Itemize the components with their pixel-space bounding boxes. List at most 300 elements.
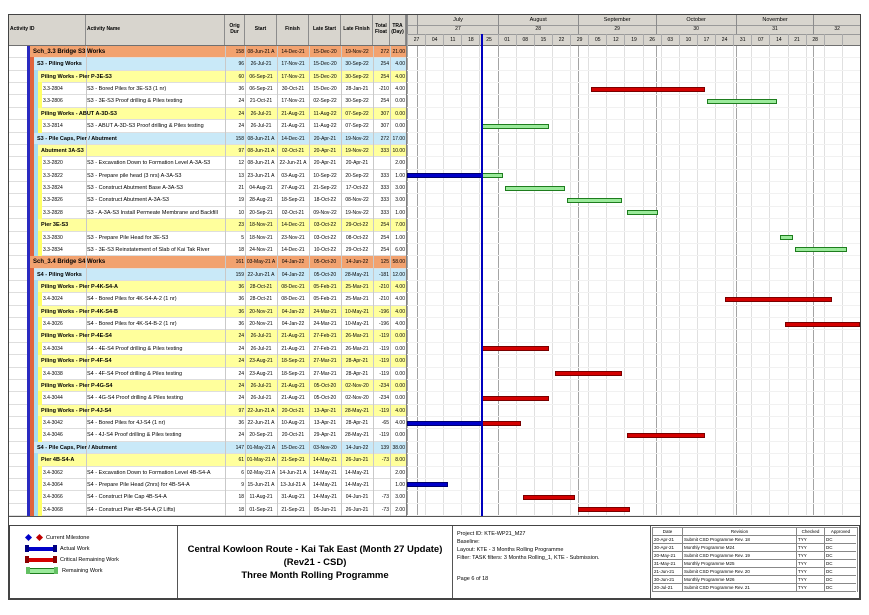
cell-finish: 22-Jun-21 A xyxy=(279,160,307,167)
cell-ls: 05-Oct-20 xyxy=(313,259,337,266)
cell-start: 06-Sep-21 xyxy=(249,86,273,93)
cell-dur: 23 xyxy=(238,222,244,229)
cell-name: S4 - Pile Caps, Pier / Abutment xyxy=(37,444,117,451)
cell-lf: 30-Sep-22 xyxy=(345,61,369,68)
revision-cell: DC xyxy=(824,568,856,576)
cell-start: 18-Nov-21 xyxy=(249,222,273,229)
cell-tf: 307 xyxy=(380,123,389,130)
cell-lf: 28-Apr-21 xyxy=(345,420,369,427)
revision-cell: 21-Jun-21 xyxy=(652,568,682,576)
cell-dur: 147 xyxy=(235,444,244,451)
cell-dur: 10 xyxy=(238,209,244,216)
month-header-cell: November xyxy=(736,15,814,25)
gantt-bar-remaining[interactable] xyxy=(627,210,658,215)
week-header-cell: 03 xyxy=(661,34,679,46)
cell-ls: 05-Oct-20 xyxy=(313,395,337,402)
activity-row[interactable] xyxy=(9,244,406,256)
cell-lf: 10-May-21 xyxy=(345,308,369,315)
cell-finish: 08-Dec-21 xyxy=(281,296,305,303)
cell-lf: 26-Mar-21 xyxy=(345,345,369,352)
cell-tra: 4.00 xyxy=(395,308,405,315)
cell-dur: 24 xyxy=(238,358,244,365)
cell-tra: 2.00 xyxy=(395,506,405,513)
chart-row xyxy=(407,157,860,169)
cell-dur: 60 xyxy=(238,73,244,80)
chart-row xyxy=(407,442,860,454)
cell-finish: 17-Nov-21 xyxy=(281,61,305,68)
group-row[interactable] xyxy=(9,454,406,466)
cell-start: 28-Oct-21 xyxy=(249,296,273,303)
activity-row[interactable] xyxy=(9,194,406,206)
cell-tra: 1.00 xyxy=(395,172,405,179)
timescale-weeks-row xyxy=(407,34,860,46)
hierarchy-stripe xyxy=(30,268,34,281)
group-row[interactable] xyxy=(9,355,406,367)
cell-start: 20-Sep-21 xyxy=(249,432,273,439)
group-row[interactable] xyxy=(9,405,406,417)
column-header: Late Start xyxy=(309,15,341,45)
cell-dur: 161 xyxy=(235,259,244,266)
cell-dur: 36 xyxy=(238,321,244,328)
cell-finish: 18-Sep-21 xyxy=(281,358,305,365)
gantt-bar-critical[interactable] xyxy=(523,495,575,500)
cell-id: 3.3-2830 xyxy=(43,234,63,241)
group-row[interactable] xyxy=(9,306,406,318)
cell-dur: 159 xyxy=(235,271,244,278)
cell-ls: 13-Apr-21 xyxy=(313,407,337,414)
week-header-cell: 08 xyxy=(516,34,534,46)
cell-name: Piling Works - Pier P-4K-S4-B xyxy=(41,308,118,315)
activity-row[interactable] xyxy=(9,95,406,107)
cell-start: 03-May-21 A xyxy=(246,259,276,266)
cell-start: 11-Aug-21 xyxy=(249,494,273,501)
cell-tf: 254 xyxy=(380,61,389,68)
cell-lf: 02-Nov-20 xyxy=(345,395,369,402)
cell-ls: 13-Apr-21 xyxy=(313,420,337,427)
group-row[interactable] xyxy=(9,442,406,454)
month-number-cell: 31 xyxy=(736,25,814,34)
cell-name: Piling Works - Pier P-4G-S4 xyxy=(41,382,113,389)
activity-row[interactable] xyxy=(9,120,406,132)
cell-tf: 254 xyxy=(380,98,389,105)
bar-endcap-icon xyxy=(54,567,58,574)
cell-start: 22-Jun-21 A xyxy=(247,420,275,427)
cell-dur: 18 xyxy=(238,246,244,253)
cell-tf: -119 xyxy=(379,333,389,340)
cell-lf: 28-May-21 xyxy=(345,432,369,439)
chart-row xyxy=(407,429,860,441)
legend-label: Remaining Work xyxy=(62,567,103,574)
revision-header-cell: Checked xyxy=(796,528,824,536)
week-header-cell: 17 xyxy=(697,34,715,46)
activity-row[interactable] xyxy=(9,429,406,441)
cell-start: 26-Jul-21 xyxy=(250,110,272,117)
cell-tf: 333 xyxy=(380,185,389,192)
group-row[interactable] xyxy=(9,219,406,231)
cell-tf xyxy=(373,467,390,478)
chart-row xyxy=(407,46,860,58)
cell-finish: 18-Sep-21 xyxy=(281,197,305,204)
cell-ls: 14-May-21 xyxy=(313,469,337,476)
cell-tf: -73 xyxy=(381,506,389,513)
cell-dur: 24 xyxy=(238,98,244,105)
milestone-diamond-icon xyxy=(25,534,32,541)
cell-id: 3.4-3064 xyxy=(43,481,63,488)
chart-row xyxy=(407,281,860,293)
revision-row xyxy=(652,584,857,592)
cell-lf: 07-Sep-22 xyxy=(345,123,369,130)
cell-dur: 24 xyxy=(238,123,244,130)
cell-tra: 0.00 xyxy=(395,110,405,117)
activity-row[interactable] xyxy=(9,392,406,404)
milestone-diamond-icon xyxy=(36,534,43,541)
group-row[interactable] xyxy=(9,46,406,58)
cell-dur: 5 xyxy=(241,234,244,241)
cell-start: 26-Jul-21 xyxy=(250,123,272,130)
gantt-bar-critical[interactable] xyxy=(482,346,549,351)
cell-name: S3 - ABUT A-3D-S3 Proof drilling & Piles testing xyxy=(87,123,204,130)
revision-row xyxy=(652,552,857,560)
chart-row xyxy=(407,293,860,305)
gantt-bar-critical[interactable] xyxy=(555,371,622,376)
cell-ls: 09-Nov-22 xyxy=(313,209,337,216)
cell-tf: -73 xyxy=(381,457,389,464)
cell-dur: 19 xyxy=(238,197,244,204)
week-header-cell: 07 xyxy=(751,34,769,46)
activity-row[interactable] xyxy=(9,343,406,355)
activity-row[interactable] xyxy=(9,83,406,95)
chart-row xyxy=(407,368,860,380)
chart-row xyxy=(407,467,860,479)
cell-tra: 3.00 xyxy=(395,185,405,192)
cell-finish: 21-Aug-21 xyxy=(281,110,305,117)
revision-row xyxy=(652,576,857,584)
cell-tra: 10.00 xyxy=(392,147,405,154)
legend-bar-critical xyxy=(26,558,56,562)
cell-finish: 17-Nov-21 xyxy=(281,98,305,105)
legend-label: Actual Work xyxy=(60,545,90,552)
revision-cell: Monthly Programme M26 xyxy=(682,576,796,584)
week-header-cell xyxy=(824,34,842,46)
cell-start: 21-Oct-21 xyxy=(249,98,273,105)
cell-id: 3.3-2834 xyxy=(43,246,63,253)
cell-name: S3 - 3E-S3 Proof drilling & Piles testing xyxy=(87,98,183,105)
activity-row[interactable] xyxy=(9,368,406,380)
chart-row xyxy=(407,83,860,95)
cell-start: 22-Jun-21 A xyxy=(247,407,275,414)
cell-ls: 29-Apr-21 xyxy=(313,432,337,439)
cell-finish: 21-Sep-21 xyxy=(281,506,305,513)
activity-row[interactable] xyxy=(9,467,406,479)
cell-finish: 17-Nov-21 xyxy=(281,73,305,80)
legend-bar-remaining xyxy=(26,568,58,574)
month-number-cell: 27 xyxy=(417,25,497,34)
cell-finish: 30-Oct-21 xyxy=(281,86,305,93)
activity-row[interactable] xyxy=(9,182,406,194)
gantt-bar-critical[interactable] xyxy=(627,433,705,438)
cell-dur: 12 xyxy=(238,160,244,167)
cell-tra: 12.00 xyxy=(392,271,405,278)
cell-ls: 10-Sep-22 xyxy=(313,172,337,179)
bar-endcap-icon xyxy=(53,545,57,552)
cell-id: 3.4-3024 xyxy=(43,296,63,303)
revision-header-cell: Approved xyxy=(824,528,856,536)
cell-lf: 17-Oct-22 xyxy=(345,185,369,192)
gantt-bar-critical[interactable] xyxy=(482,396,549,401)
hierarchy-stripe xyxy=(27,255,30,268)
cell-finish: 27-Aug-21 xyxy=(281,185,305,192)
cell-name: S4 - 4E-S4 Proof drilling & Piles testing xyxy=(87,345,183,352)
cell-dur: 36 xyxy=(238,86,244,93)
cell-tf: -210 xyxy=(378,284,389,290)
cell-dur: 24 xyxy=(238,333,244,340)
gantt-bar-remaining[interactable] xyxy=(567,198,621,203)
chart-row xyxy=(407,219,860,231)
group-row[interactable] xyxy=(9,108,406,120)
revision-table xyxy=(652,527,858,592)
cell-finish: 18-Sep-21 xyxy=(281,370,305,377)
cell-tra: 0.00 xyxy=(395,432,405,439)
gantt-bar-remaining[interactable] xyxy=(780,235,793,240)
cell-tra: 0.00 xyxy=(395,382,405,389)
revision-cell: DC xyxy=(824,544,856,552)
cell-lf: 14-May-21 xyxy=(345,469,369,476)
data-date-line xyxy=(481,34,483,516)
gantt-bar-remaining[interactable] xyxy=(795,247,847,252)
activity-row[interactable] xyxy=(9,504,406,516)
activity-row[interactable] xyxy=(9,479,406,491)
week-header-cell: 22 xyxy=(552,34,570,46)
cell-start: 08-Jun-21 A xyxy=(247,160,275,167)
group-row[interactable] xyxy=(9,269,406,281)
cell-lf: 19-Nov-22 xyxy=(345,147,369,154)
gantt-bar-critical[interactable] xyxy=(482,421,521,426)
cell-tf: -196 xyxy=(378,308,389,315)
legend-item xyxy=(26,532,177,543)
week-header-cell: 01 xyxy=(498,34,516,46)
legend-list xyxy=(26,532,177,576)
cell-tra: 0.00 xyxy=(395,98,405,105)
cell-dur: 36 xyxy=(238,420,244,427)
cell-start: 02-May-21 A xyxy=(246,469,276,476)
activity-row[interactable] xyxy=(9,491,406,503)
cell-ls: 14-May-21 xyxy=(313,457,337,464)
cell-start: 04-Aug-21 xyxy=(249,185,273,192)
group-row[interactable] xyxy=(9,145,406,157)
cell-ls: 03-Oct-22 xyxy=(313,222,337,229)
cell-tra: 0.00 xyxy=(395,370,405,377)
cell-name: S3 - Construct Abutment A-3A-S3 xyxy=(87,197,169,204)
revision-cell: DC xyxy=(824,576,856,584)
cell-start: 01-May-21 A xyxy=(246,444,276,451)
activity-row[interactable] xyxy=(9,417,406,429)
cell-start: 08-Jun-21 A xyxy=(247,135,275,142)
gantt-bar-remaining[interactable] xyxy=(482,124,549,129)
cell-id: 3.4-3026 xyxy=(43,321,63,328)
cell-dur: 24 xyxy=(238,432,244,439)
group-row[interactable] xyxy=(9,58,406,70)
week-header-cell: 28 xyxy=(806,34,824,46)
cell-tf: -65 xyxy=(381,420,389,427)
cell-dur: 21 xyxy=(238,185,244,192)
cell-name: S4 - Piling Works xyxy=(37,271,82,278)
cell-finish: 31-Aug-21 xyxy=(281,494,305,501)
group-row[interactable] xyxy=(9,133,406,145)
bar-endcap-icon xyxy=(25,556,29,563)
cell-tf: 307 xyxy=(380,110,389,117)
column-header: Orig Dur xyxy=(225,15,245,45)
cell-dur: 18 xyxy=(238,506,244,513)
gantt-bar-remaining[interactable] xyxy=(505,186,565,191)
baseline-label: Baseline: xyxy=(457,539,480,545)
cell-dur: 36 xyxy=(238,284,244,290)
cell-dur: 97 xyxy=(238,407,244,414)
group-row[interactable] xyxy=(9,71,406,83)
hierarchy-stripe xyxy=(30,132,34,145)
gantt-chart-pane xyxy=(406,15,860,516)
revision-row xyxy=(652,568,857,576)
cell-finish: 21-Aug-21 xyxy=(281,123,305,130)
cell-lf: 08-Oct-22 xyxy=(345,234,369,241)
chart-row xyxy=(407,306,860,318)
cell-tf xyxy=(373,157,390,168)
gantt-bar-remaining[interactable] xyxy=(707,99,777,104)
week-header-cell: 24 xyxy=(715,34,733,46)
cell-tra: 4.00 xyxy=(395,73,405,80)
cell-dur: 24 xyxy=(238,345,244,352)
month-header-cell: July xyxy=(417,15,497,25)
activity-row[interactable] xyxy=(9,232,406,244)
cell-tf: -196 xyxy=(378,321,389,328)
cell-name: Piling Works - Pier P-4E-S4 xyxy=(41,333,112,340)
cell-lf: 30-Sep-22 xyxy=(345,98,369,105)
cell-start: 26-Jul-21 xyxy=(250,395,272,402)
activity-table-pane xyxy=(9,15,406,516)
cell-tf: 272 xyxy=(380,135,389,142)
gantt-bar-critical[interactable] xyxy=(591,87,705,92)
group-row[interactable] xyxy=(9,330,406,342)
revision-cell: TYY xyxy=(796,544,824,552)
activity-row[interactable] xyxy=(9,170,406,182)
activity-row[interactable] xyxy=(9,207,406,219)
chart-row xyxy=(407,330,860,342)
cell-start: 20-Nov-21 xyxy=(249,308,273,315)
cell-tra: 2.00 xyxy=(395,469,405,476)
cell-start: 23-Jun-21 A xyxy=(247,172,275,179)
gantt-bar-critical[interactable] xyxy=(578,507,630,512)
month-number-cell: 28 xyxy=(498,25,578,34)
revision-cell: 30-Apr-21 xyxy=(652,544,682,552)
cell-ls: 05-Oct-20 xyxy=(313,382,337,389)
cell-name: Piling Works - ABUT A-3D-S3 xyxy=(41,110,117,117)
cell-lf: 10-May-21 xyxy=(345,321,369,328)
cell-lf: 14-Jun-22 xyxy=(345,259,369,266)
gantt-bar-critical[interactable] xyxy=(785,322,860,327)
week-header-cell: 29 xyxy=(570,34,588,46)
legend-item xyxy=(26,554,177,565)
cell-name: S4 - Construct Pile Cap 4B-S4-A xyxy=(87,494,167,501)
cell-ls: 11-Aug-22 xyxy=(313,110,337,117)
cell-tf: -119 xyxy=(379,345,389,352)
cell-start: 26-Jul-21 xyxy=(250,345,272,352)
gantt-bar-remaining[interactable] xyxy=(482,173,503,178)
cell-dur: 96 xyxy=(238,61,244,68)
gantt-bar-critical[interactable] xyxy=(725,297,831,302)
cell-tra: 4.00 xyxy=(395,296,405,303)
cell-lf: 30-Sep-22 xyxy=(345,73,369,80)
cell-name: S4 - Construct Pier 4B-S4-A (2 Lifts) xyxy=(87,506,176,513)
revision-cell: 20-Jul-21 xyxy=(652,584,682,592)
group-row[interactable] xyxy=(9,380,406,392)
activity-row[interactable] xyxy=(9,293,406,305)
legend-box xyxy=(10,526,178,598)
cell-ls: 15-Dec-20 xyxy=(313,61,337,68)
cell-dur: 13 xyxy=(238,172,244,179)
chart-row xyxy=(407,120,860,132)
cell-lf: 07-Sep-22 xyxy=(345,110,369,117)
month-header-cell: October xyxy=(656,15,736,25)
cell-lf: 14-May-21 xyxy=(345,481,369,488)
cell-start: 23-Aug-21 xyxy=(249,370,273,377)
chart-row xyxy=(407,170,860,182)
cell-ls: 21-Sep-22 xyxy=(313,185,337,192)
chart-row xyxy=(407,392,860,404)
cell-id: 3.4-3068 xyxy=(43,506,63,513)
hierarchy-stripe xyxy=(34,70,38,83)
cell-name: S3 - Construct Abutment Base A-3A-S3 xyxy=(87,185,183,192)
cell-ls: 10-Oct-22 xyxy=(313,246,337,253)
group-row[interactable] xyxy=(9,256,406,268)
week-header-cell: 04 xyxy=(425,34,443,46)
cell-name: Pier 4B-S4-A xyxy=(41,457,75,464)
chart-row xyxy=(407,380,860,392)
cell-id: 3.4-3044 xyxy=(43,395,63,402)
cell-id: 3.4-3046 xyxy=(43,432,63,439)
activity-row[interactable] xyxy=(9,318,406,330)
cell-id: 3.3-2826 xyxy=(43,197,63,204)
week-header-cell: 14 xyxy=(769,34,787,46)
group-row[interactable] xyxy=(9,281,406,293)
revision-cell: 31-May-21 xyxy=(652,560,682,568)
cell-tf: 254 xyxy=(380,73,389,80)
cell-finish: 20-Oct-21 xyxy=(281,407,305,414)
cell-lf: 28-Apr-21 xyxy=(345,370,369,377)
cell-ls: 14-May-21 xyxy=(313,481,337,488)
activity-row[interactable] xyxy=(9,157,406,169)
gantt-bar-actual[interactable] xyxy=(407,421,482,426)
cell-finish: 04-Jan-22 xyxy=(281,321,305,328)
gantt-bar-actual[interactable] xyxy=(407,482,448,487)
week-header-cell: 15 xyxy=(534,34,552,46)
gantt-bar-actual[interactable] xyxy=(407,173,482,178)
revision-cell: DC xyxy=(824,536,856,544)
cell-name: Piling Works - Pier P-4K-S4-A xyxy=(41,284,118,290)
cell-finish: 13-Jul-21 A xyxy=(280,481,306,488)
cell-tf: 272 xyxy=(380,49,389,55)
month-header-cell xyxy=(407,15,417,25)
week-header-cell: 12 xyxy=(606,34,624,46)
cell-ls: 27-Feb-21 xyxy=(313,345,337,352)
revision-cell: Submit CSD Programme Rev. 18 xyxy=(682,536,796,544)
cell-lf: 25-Mar-21 xyxy=(345,296,369,303)
cell-finish: 21-Aug-21 xyxy=(281,333,305,340)
cell-tra: 58.00 xyxy=(392,259,405,266)
column-header: Activity Name xyxy=(86,15,225,45)
revision-cell: Submit CSD Programme Rev. 19 xyxy=(682,552,796,560)
cell-lf: 20-Sep-22 xyxy=(345,172,369,179)
chart-row xyxy=(407,343,860,355)
cell-ls: 14-May-21 xyxy=(313,494,337,501)
